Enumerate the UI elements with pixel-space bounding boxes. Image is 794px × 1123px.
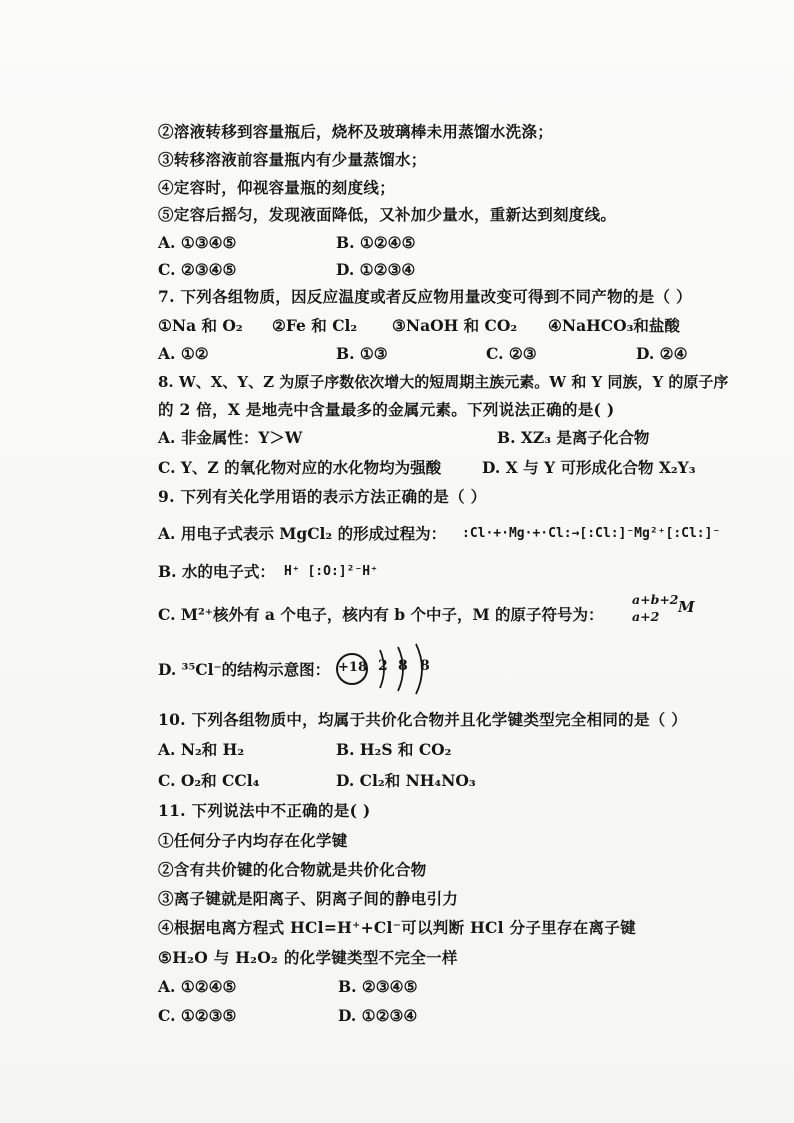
q9-option-b-text: B. 水的电子式： [158, 562, 275, 581]
q8-option-b: B. XZ₃ 是离子化合物 [497, 428, 650, 447]
q6-option-a: A. ①③④⑤ [158, 233, 237, 252]
q9-option-b-formula: H⁺ [:O:]²⁻H⁺ [284, 564, 378, 579]
q10-stem: 10. 下列各组物质中，均属于共价化合物并且化学键类型完全相同的是（ ） [158, 710, 688, 729]
statement-5: ⑤定容后摇匀，发现液面降低，又补加少量水，重新达到刻度线。 [158, 205, 617, 224]
q8-stem-line1: 8. W、X、Y、Z 为原子序数依次增大的短周期主族元素。W 和 Y 同族，Y 的原子序 [158, 373, 729, 391]
q11-statement-5: ⑤H₂O 与 H₂O₂ 的化学键类型不完全一样 [158, 948, 458, 967]
q6-option-c: C. ②③④⑤ [158, 260, 237, 279]
q8-option-c: C. Y、Z 的氧化物对应的水化物均为强酸 [158, 458, 442, 477]
q11-statement-3: ③离子键就是阳离子、阴离子间的静电引力 [158, 889, 459, 908]
q11-statement-1: ①任何分子内均存在化学键 [158, 831, 348, 850]
q9-option-a-text: A. 用电子式表示 MgCl₂ 的形成过程为： [158, 524, 447, 543]
q11-option-d: D. ①②③④ [338, 1006, 418, 1025]
q11-option-b: B. ②③④⑤ [338, 977, 418, 996]
q11-statement-2: ②含有共价键的化合物就是共价化合物 [158, 860, 427, 879]
q9-option-d-text: D. ³⁵Cl⁻的结构示意图： [158, 660, 331, 679]
q9-atomic-number: a+2 [632, 609, 660, 624]
shell-3-electrons: 8 [420, 658, 430, 674]
statement-3: ③转移溶液前容量瓶内有少量蒸馏水； [158, 150, 427, 169]
q8-option-d: D. X 与 Y 可形成化合物 X₂Y₃ [482, 458, 696, 477]
q10-option-d: D. Cl₂和 NH₄NO₃ [336, 771, 476, 790]
q7-item-1: ①Na 和 O₂ [158, 316, 243, 335]
q11-option-a: A. ①②④⑤ [158, 977, 237, 996]
shell-1-electrons: 2 [378, 658, 388, 674]
q7-option-b: B. ①③ [336, 344, 388, 363]
q10-option-a: A. N₂和 H₂ [158, 740, 245, 759]
q7-item-2: ②Fe 和 Cl₂ [272, 316, 358, 335]
q9-stem: 9. 下列有关化学用语的表示方法正确的是（ ） [158, 487, 487, 506]
q9-element-symbol: M [678, 598, 695, 616]
statement-2: ②溶液转移到容量瓶后，烧杯及玻璃棒未用蒸馏水洗涤； [158, 122, 554, 141]
q9-option-a-formula: :Cl·+·Mg·+·Cl:→[:Cl:]⁻Mg²⁺[:Cl:]⁻ [462, 526, 721, 541]
q9-option-c-text: C. M²⁺核外有 a 个电子，核内有 b 个中子，M 的原子符号为： [158, 605, 604, 624]
shell-2-electrons: 8 [398, 658, 408, 674]
statement-4: ④定容时，仰视容量瓶的刻度线； [158, 178, 396, 197]
nucleus-charge: +18 [338, 660, 367, 675]
q7-option-a: A. ①② [158, 344, 209, 363]
q8-stem-line2: 的 2 倍，X 是地壳中含量最多的金属元素。下列说法正确的是( ) [158, 400, 615, 419]
q6-option-d: D. ①②③④ [336, 260, 416, 279]
q10-option-b: B. H₂S 和 CO₂ [336, 740, 452, 759]
q7-option-d: D. ②④ [636, 344, 688, 363]
q10-option-c: C. O₂和 CCl₄ [158, 771, 260, 790]
q7-stem: 7. 下列各组物质，因反应温度或者反应物用量改变可得到不同产物的是（ ） [158, 287, 692, 306]
q7-item-3: ③NaOH 和 CO₂ [392, 316, 518, 335]
q7-option-c: C. ②③ [486, 344, 537, 363]
q9-mass-number: a+b+2 [632, 592, 679, 607]
q11-option-c: C. ①②③⑤ [158, 1006, 237, 1025]
q7-item-4: ④NaHCO₃和盐酸 [548, 316, 680, 335]
q6-option-b: B. ①②④⑤ [336, 233, 416, 252]
q8-option-a: A. 非金属性：Y＞W [158, 428, 303, 447]
q11-stem: 11. 下列说法中不正确的是( ) [158, 801, 371, 820]
q11-statement-4: ④根据电离方程式 HCl=H⁺+Cl⁻可以判断 HCl 分子里存在离子键 [158, 918, 636, 937]
